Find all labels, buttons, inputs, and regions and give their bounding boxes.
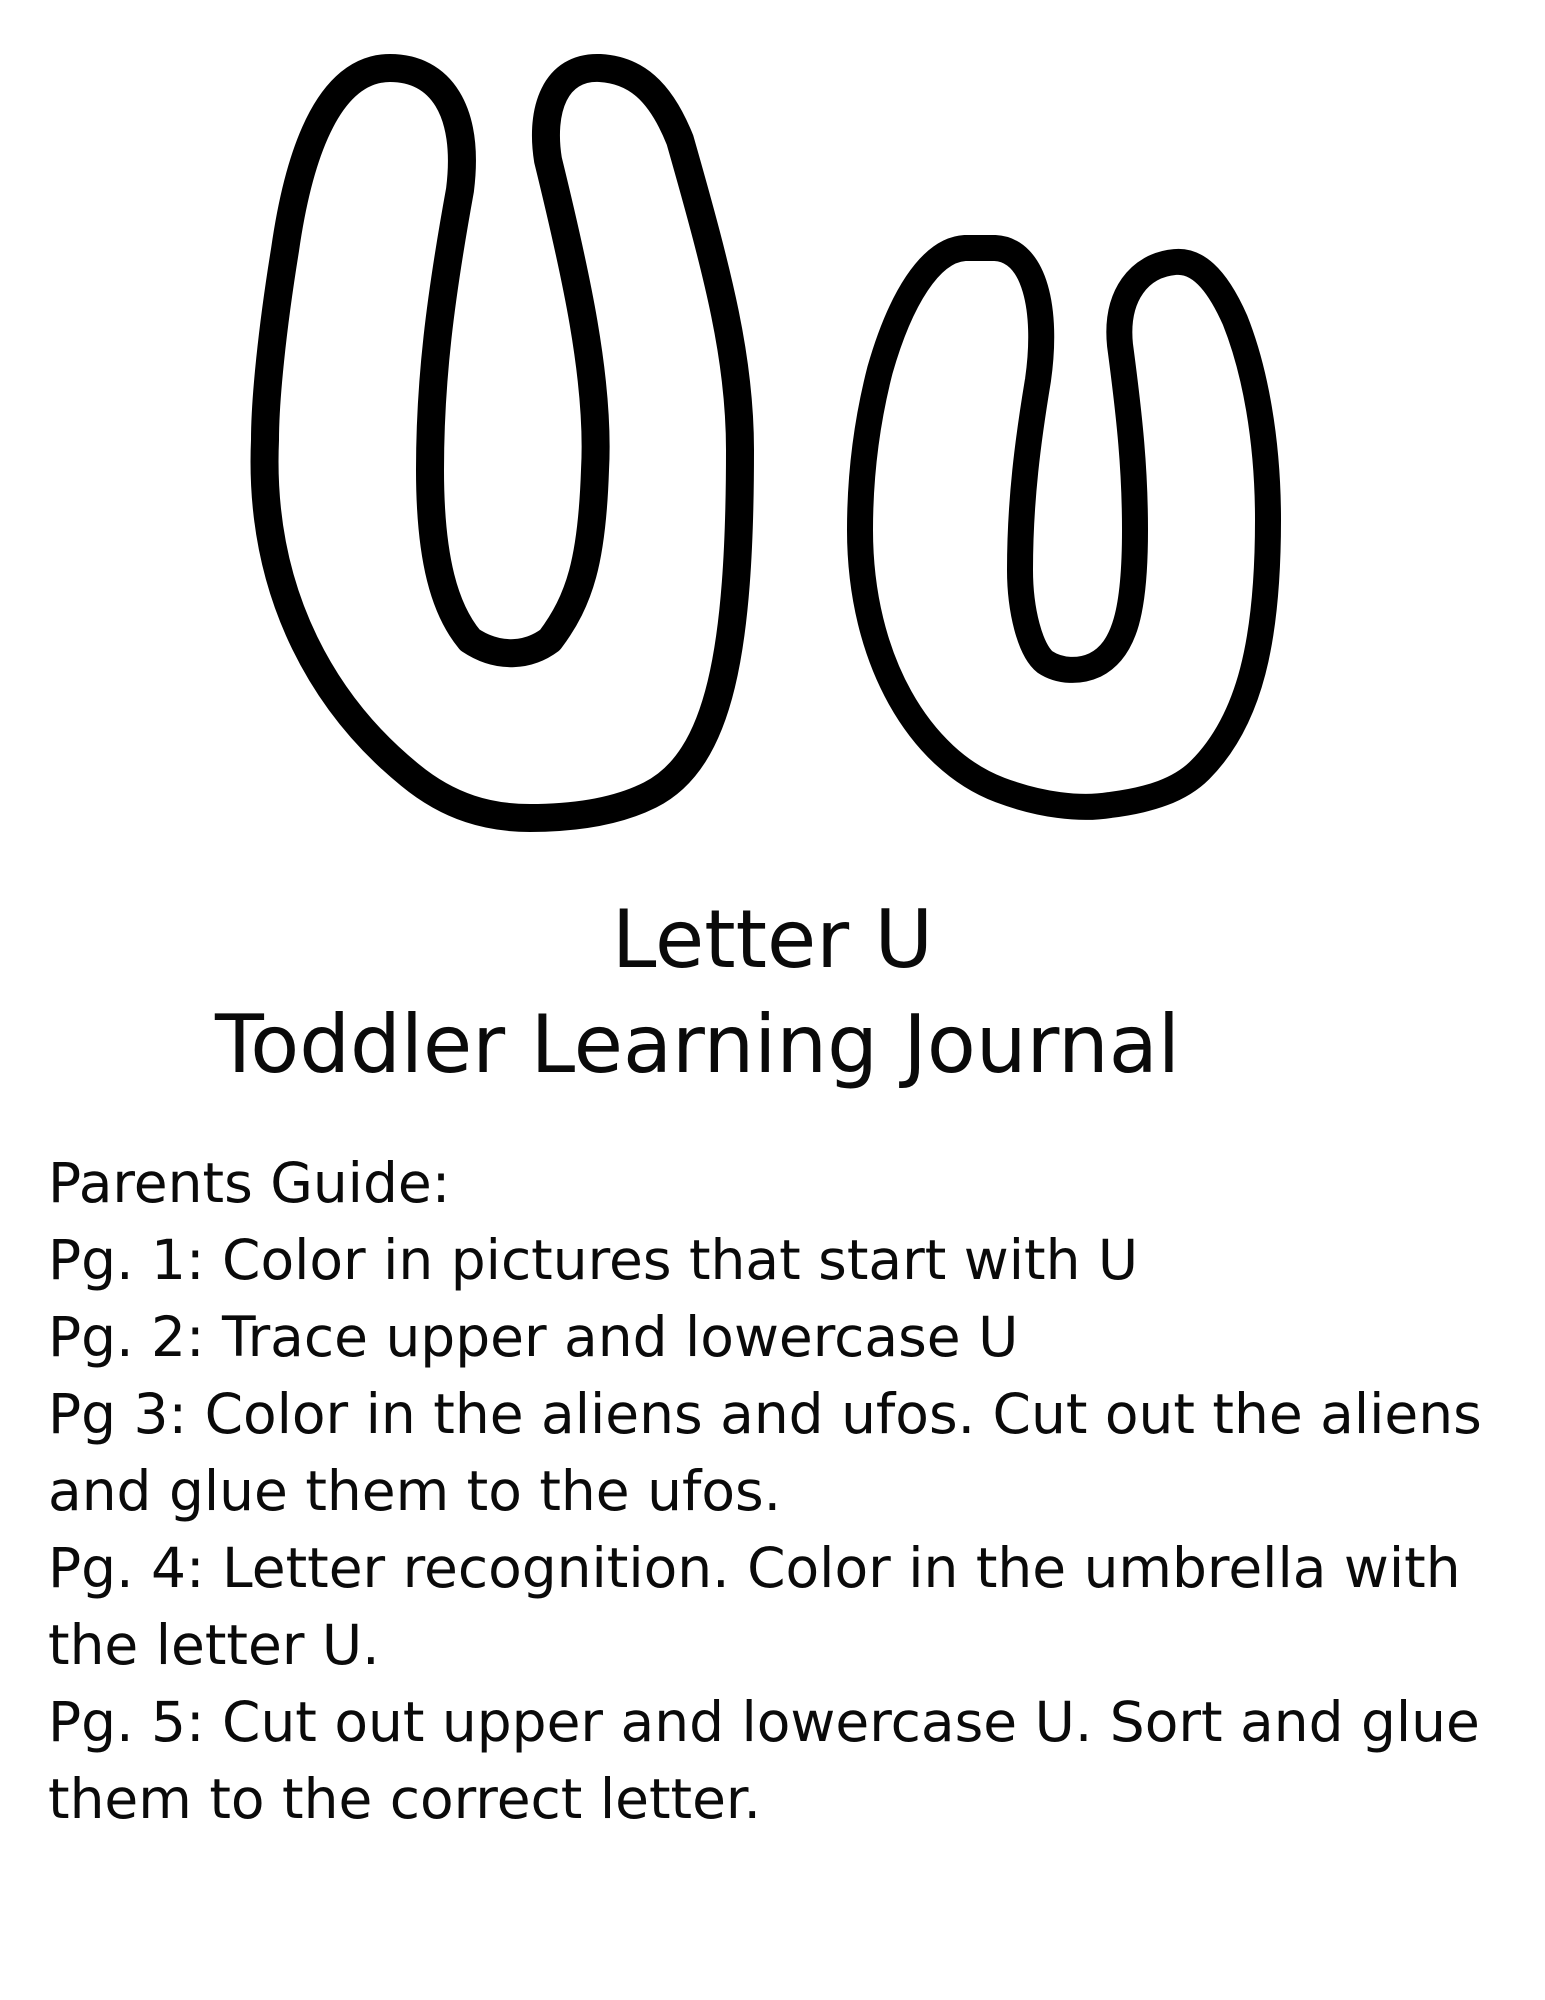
parents-guide-heading: Parents Guide:	[48, 1151, 451, 1215]
guide-item-page-4: Pg. 4: Letter recognition. Color in the umbrella with the letter U.	[48, 1536, 1461, 1677]
guide-item-page-2: Pg. 2: Trace upper and lowercase U	[48, 1305, 1019, 1369]
lowercase-u-outline-icon	[860, 248, 1268, 807]
guide-item-page-1: Pg. 1: Color in pictures that start with U	[48, 1228, 1139, 1292]
uppercase-u-outline-icon	[265, 68, 740, 818]
guide-item-page-3: Pg 3: Color in the aliens and ufos. Cut out the aliens and glue them to the ufos.	[48, 1382, 1482, 1523]
page-title: Letter U	[611, 893, 934, 986]
guide-item-page-5: Pg. 5: Cut out upper and lowercase U. Sort and glue them to the correct letter.	[48, 1690, 1480, 1831]
letters-illustration	[0, 0, 1545, 860]
page-subtitle: Toddler Learning Journal	[215, 998, 1180, 1091]
parents-guide	[48, 1145, 1488, 1838]
